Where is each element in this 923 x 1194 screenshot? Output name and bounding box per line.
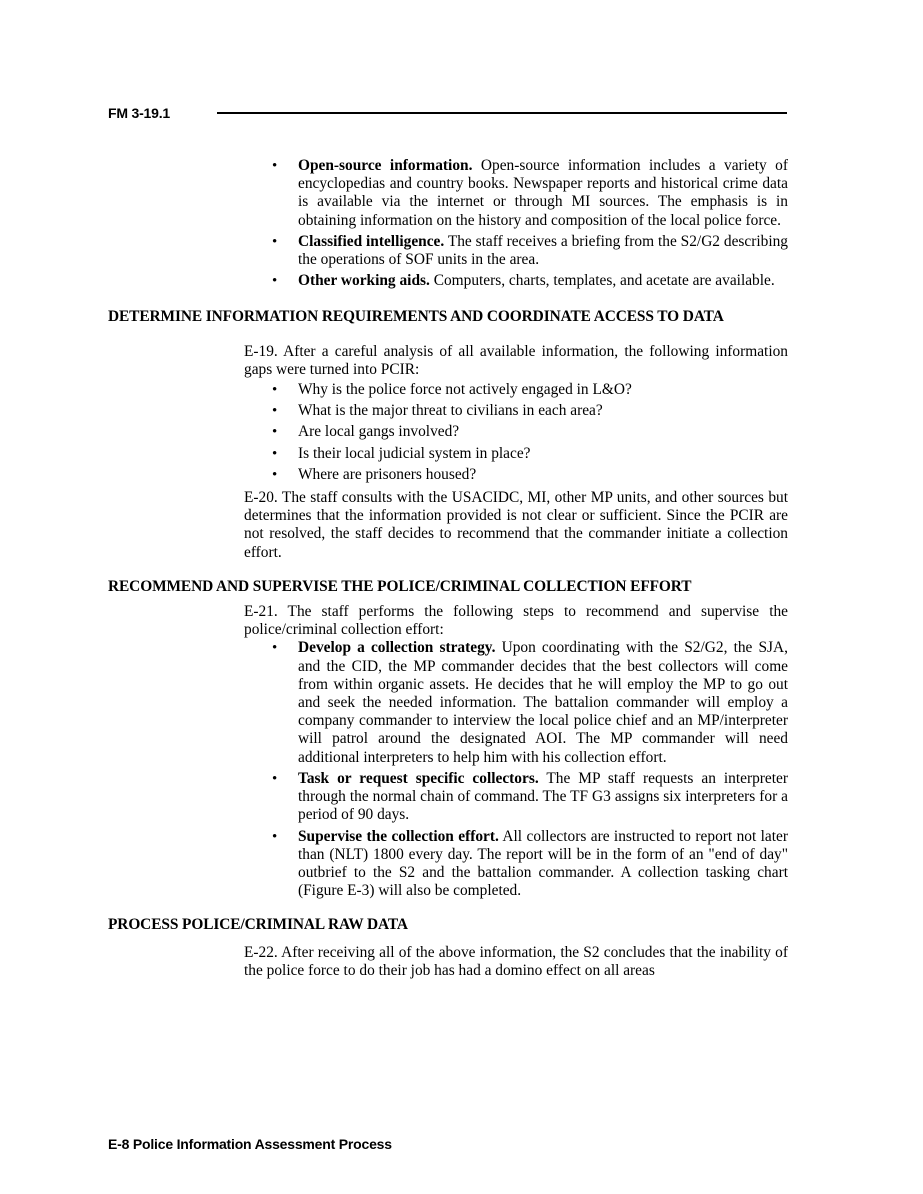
section3-block bbox=[244, 944, 788, 980]
list-item: • Are local gangs involved? bbox=[272, 423, 460, 441]
page-content bbox=[108, 157, 788, 980]
paragraph-e20: E-20. The staff consults with the USACIDC, MI, other MP units, and other sources but determines that the information provided is not clear or sufficient. Since the PCIR are not resolved, the staff decides to recommend that the commander initiate a collection effort. bbox=[244, 489, 788, 561]
bullet-icon: • bbox=[272, 828, 278, 845]
section-heading: DETERMINE INFORMATION REQUIREMENTS AND COORDINATE ACCESS TO DATA bbox=[108, 308, 724, 326]
list-item: • Classified intelligence. The staff receives a briefing from the S2/G2 describing the operations of SOF units in the area. bbox=[272, 232, 788, 269]
bullet-icon: • bbox=[272, 466, 278, 483]
list-item: • Why is the police force not actively engaged in L&O? bbox=[272, 381, 632, 399]
list-item: • Supervise the collection effort. All collectors are instructed to report not later than (NLT) 1800 every day. The report will be in the form of an "end of day" outbrief to the S2 and the battalion commander. A collection tasking chart (Figure E-3) will also be completed. bbox=[272, 827, 788, 900]
list-item: • Develop a collection strategy. Upon coordinating with the S2/G2, the SJA, and the CID, the MP commander decides that the best collectors will come from within organic assets. He decides that he will employ the MP to go out and seek the needed information. The battalion commander will employ a company commander to interview the local police chief and an MP/interpreter will patrol around the designated AOI. The MP commander will need additional interpreters to help him with his collection effort. bbox=[272, 639, 789, 766]
pcir-bullet-list bbox=[244, 381, 788, 484]
bullet-icon: • bbox=[272, 233, 278, 250]
list-item: • Other working aids. Computers, charts, templates, and acetate are available. bbox=[272, 272, 775, 290]
bullet-icon: • bbox=[272, 403, 278, 420]
bullet-icon: • bbox=[272, 273, 278, 290]
list-item: • Open-source information. Open-source information includes a variety of encyclopedias and country books. Newspaper reports and historical crime data is available via the internet or through MI sources. The emphasis is in obtaining information on the history and composition of the local police force. bbox=[272, 157, 788, 229]
section1-block bbox=[244, 343, 788, 562]
list-item: • What is the major threat to civilians in each area? bbox=[272, 402, 603, 420]
bullet-icon: • bbox=[272, 158, 278, 174]
bullet-icon: • bbox=[272, 770, 278, 787]
bullet-icon: • bbox=[272, 445, 278, 462]
paragraph-e21: E-21. The staff performs the following steps to recommend and supervise the police/criminal collection effort: bbox=[244, 603, 788, 639]
section2-block bbox=[244, 603, 788, 900]
list-item: • Task or request specific collectors. The MP staff requests an interpreter through the normal chain of command. The TF G3 assigns six interpreters for a period of 90 days. bbox=[272, 769, 788, 824]
list-item: • Is their local judicial system in place? bbox=[272, 444, 531, 462]
steps-bullet-list bbox=[244, 639, 788, 900]
list-item: • Where are prisoners housed? bbox=[272, 465, 477, 483]
running-header: FM 3-19.1 bbox=[108, 105, 170, 121]
section-heading: RECOMMEND AND SUPERVISE THE POLICE/CRIMINAL COLLECTION EFFORT bbox=[108, 577, 692, 595]
bullet-icon: • bbox=[272, 382, 278, 399]
intro-bullet-list bbox=[244, 157, 788, 290]
paragraph-e19: E-19. After a careful analysis of all available information, the following information gaps were turned into PCIR: bbox=[244, 342, 788, 378]
paragraph-e22: E-22. After receiving all of the above information, the S2 concludes that the inability of the police force to do their job has had a domino effect on all areas bbox=[244, 943, 788, 979]
running-footer: E-8 Police Information Assessment Process bbox=[108, 1136, 392, 1152]
section-heading: PROCESS POLICE/CRIMINAL RAW DATA bbox=[108, 916, 408, 934]
bullet-icon: • bbox=[272, 640, 278, 657]
header-rule bbox=[217, 112, 787, 114]
intro-block bbox=[244, 157, 788, 290]
bullet-icon: • bbox=[272, 424, 278, 441]
